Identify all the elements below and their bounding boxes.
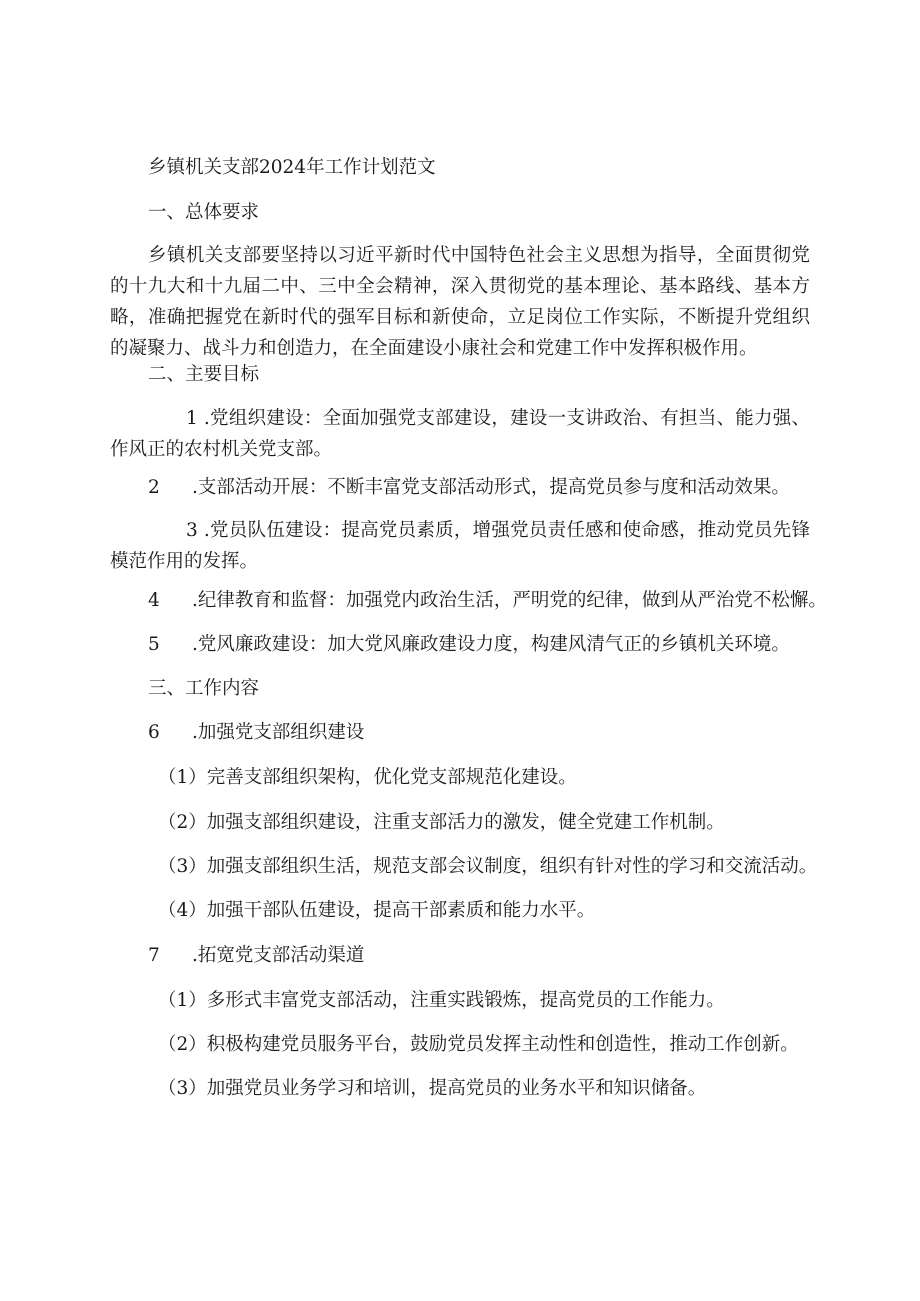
document-title: 乡镇机关支部2024年工作计划范文 [148, 157, 436, 178]
work-item: （4）加强干部队伍建设，提高干部素质和能力水平。 [158, 900, 596, 921]
goal-item-text: .党员队伍建设：提高党员素质，增强党员责任感和使命感，推动党员先锋模范作用的发挥。 [110, 520, 810, 572]
goal-item-number: 2 [148, 477, 160, 498]
work-item: （2）加强支部组织建设，注重支部活力的激发，健全党建工作机制。 [158, 812, 725, 833]
work-group-number: 7 [148, 945, 160, 966]
work-group-number: 6 [148, 722, 160, 743]
goal-item-number: 3 [186, 520, 198, 541]
work-item: （2）积极构建党员服务平台，鼓励党员发挥主动性和创造性，推动工作创新。 [158, 1034, 799, 1055]
work-item: （1）多形式丰富党支部活动，注重实践锻炼，提高党员的工作能力。 [158, 990, 725, 1011]
section-heading-3: 三、工作内容 [148, 678, 260, 699]
goal-item-5 [148, 631, 790, 659]
goal-item-text: .纪律教育和监督：加强党内政治生活，严明党的纪律，做到从严治党不松懈。 [192, 590, 827, 611]
goal-item-number: 5 [148, 634, 160, 655]
goal-item-3 [110, 515, 810, 577]
work-item: （3）加强支部组织生活，规范支部会议制度，组织有针对性的学习和交流活动。 [158, 856, 818, 877]
goal-item-text: .党风廉政建设：加大党风廉政建设力度，构建风清气正的乡镇机关环境。 [192, 634, 790, 655]
goal-item-number: 1 [186, 408, 198, 429]
work-group-7-title [148, 942, 364, 970]
goal-item-1 [110, 403, 810, 465]
work-group-6-title [148, 719, 364, 747]
work-group-title: .拓宽党支部活动渠道 [192, 945, 365, 966]
goal-item-4 [148, 587, 827, 615]
goal-item-2 [148, 474, 790, 502]
section-heading-1: 一、总体要求 [148, 202, 260, 223]
goal-item-text: .党组织建设：全面加强党支部建设，建设一支讲政治、有担当、能力强、作风正的农村机关党支部。 [110, 408, 810, 460]
section-heading-2: 二、主要目标 [148, 364, 260, 385]
work-item: （1）完善支部组织架构，优化党支部规范化建设。 [158, 767, 577, 788]
work-group-title: .加强党支部组织建设 [192, 722, 365, 743]
goal-item-number: 4 [148, 590, 160, 611]
section-1-body: 乡镇机关支部要坚持以习近平新时代中国特色社会主义思想为指导，全面贯彻党的十九大和十九届二中、三中全会精神，深入贯彻党的基本理论、基本路线、基本方略，准确把握党在新时代的强军目标和新使命，立足岗位工作实际，不断提升党组织的凝聚力、战斗力和创造力，在全面建设小康社会和党建工作中发挥积极作用。 [110, 245, 810, 359]
work-item: （3）加强党员业务学习和培训，提高党员的业务水平和知识储备。 [158, 1078, 707, 1099]
goal-item-text: .支部活动开展：不断丰富党支部活动形式，提高党员参与度和活动效果。 [192, 477, 790, 498]
